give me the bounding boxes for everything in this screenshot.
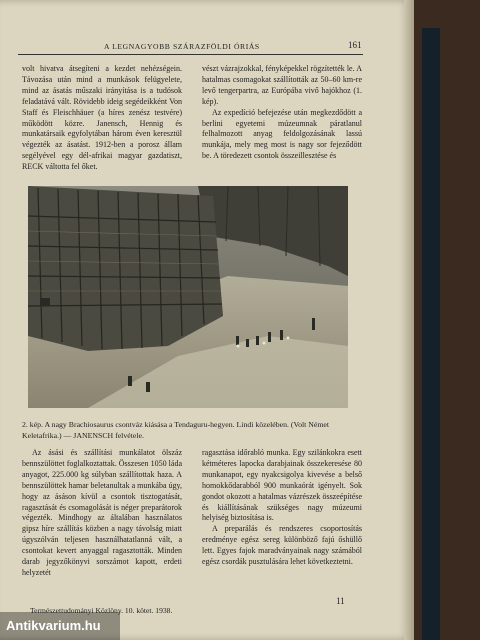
page-number: 161	[348, 40, 362, 50]
signature-number: 11	[336, 596, 345, 606]
photo-illustration	[28, 186, 348, 408]
paragraph: ragasztása időrabló munka. Egy szilánkokra esett kétméteres lapocka darabjainak összekeresése 80 munkanapot, egy nyakcsigolya kivevése a belső homokkődarabból 900 munkaórát igényelt. Sok gondot okozott a hatalmas vázrészek összeépítése és kiállításának szükséges nagy múzeumi helyiség biztosítása is.	[202, 448, 362, 523]
watermark-logo: Antikvarium.hu	[0, 612, 120, 640]
paragraph: A preparálás és rendszeres csoportosítás eredménye egész sereg különböző fajú őshüllő lett. Egyes fajok maradványainak nagy számából egész csordák pusztulására lehet következtetni.	[202, 524, 362, 567]
running-header	[18, 40, 363, 55]
background-right	[405, 0, 480, 640]
column-left-bottom	[22, 448, 182, 579]
photo-caption: 2. kép. A nagy Brachiosaurus csontváz kiásása a Tendaguru-hegyen. Lindi közelében. (Volt Német Keletafrika.) — JANENSCH felvétele.	[22, 420, 330, 440]
column-right-top	[202, 64, 362, 162]
column-left-top	[22, 64, 182, 173]
page-edge	[404, 0, 414, 640]
column-right-bottom	[202, 448, 362, 568]
book-spine	[422, 28, 440, 640]
running-title: A LEGNAGYOBB SZÁRAZFÖLDI ÓRIÁS	[104, 42, 260, 51]
paragraph: vészt vázrajzokkal, fényképekkel rögzítették le. A hatalmas csomagokat szállították az 50–60 km-re levő tengerpartra, az Európába vivő hajókhoz (1. kép).	[202, 64, 362, 106]
paragraph: Az ásási és szállítási munkálatot ölszáz bennszülöttet foglalkoztattak. Összesen 1050 láda anyagot, 225.000 kg súlyban szállítottak haza. A bennszülöttek hamar beletanultak a munkába úgy, hogy az ásáson kívül a csontok tisztogatását, ragasztását és csomagolását is néger preparátorok végezték. Mindhogy az általában használatos gipsz híre szállítás közben a nagy távolság miatt úgyszólván teljesen használhatatlanná vált, a csontokat kevert anyaggal ragasztották. Minden darab jegyzőkönyvi sorszámot kapott, erdeti helyzetét	[22, 448, 182, 577]
paragraph: Az expedíció befejezése után megkezdődött a berlini egyetemi múzeumnak páratlanul felhalmozott anyag feldolgozásának lassú munkája, mely meg most is nagy sor fejeződött be. A töredezett csontok összeillesztése és	[202, 107, 362, 161]
journal-footer: Természettudományi Közlöny. 10. kötet. 1938.	[30, 606, 173, 615]
excavation-photo	[28, 186, 348, 408]
paragraph: volt hivatva átsegíteni a kezdet nehézségein. Távozása után mind a munkások felügyelete, mind az ásatás műszaki irányítása is a tudósok feladatává vált. Rövidebb ideig segédeikként Von Staff és Fleischhäuer (a híres zenész testvére) működött közre. Janensch, Hennig és munkatársaik egyfolytában három éven keresztül végezték az ásatást. 1912-ben a porosz állam segélyével egy dél-afrikai magyar gazdatiszt, RECK váltotta fel őket.	[22, 64, 182, 172]
